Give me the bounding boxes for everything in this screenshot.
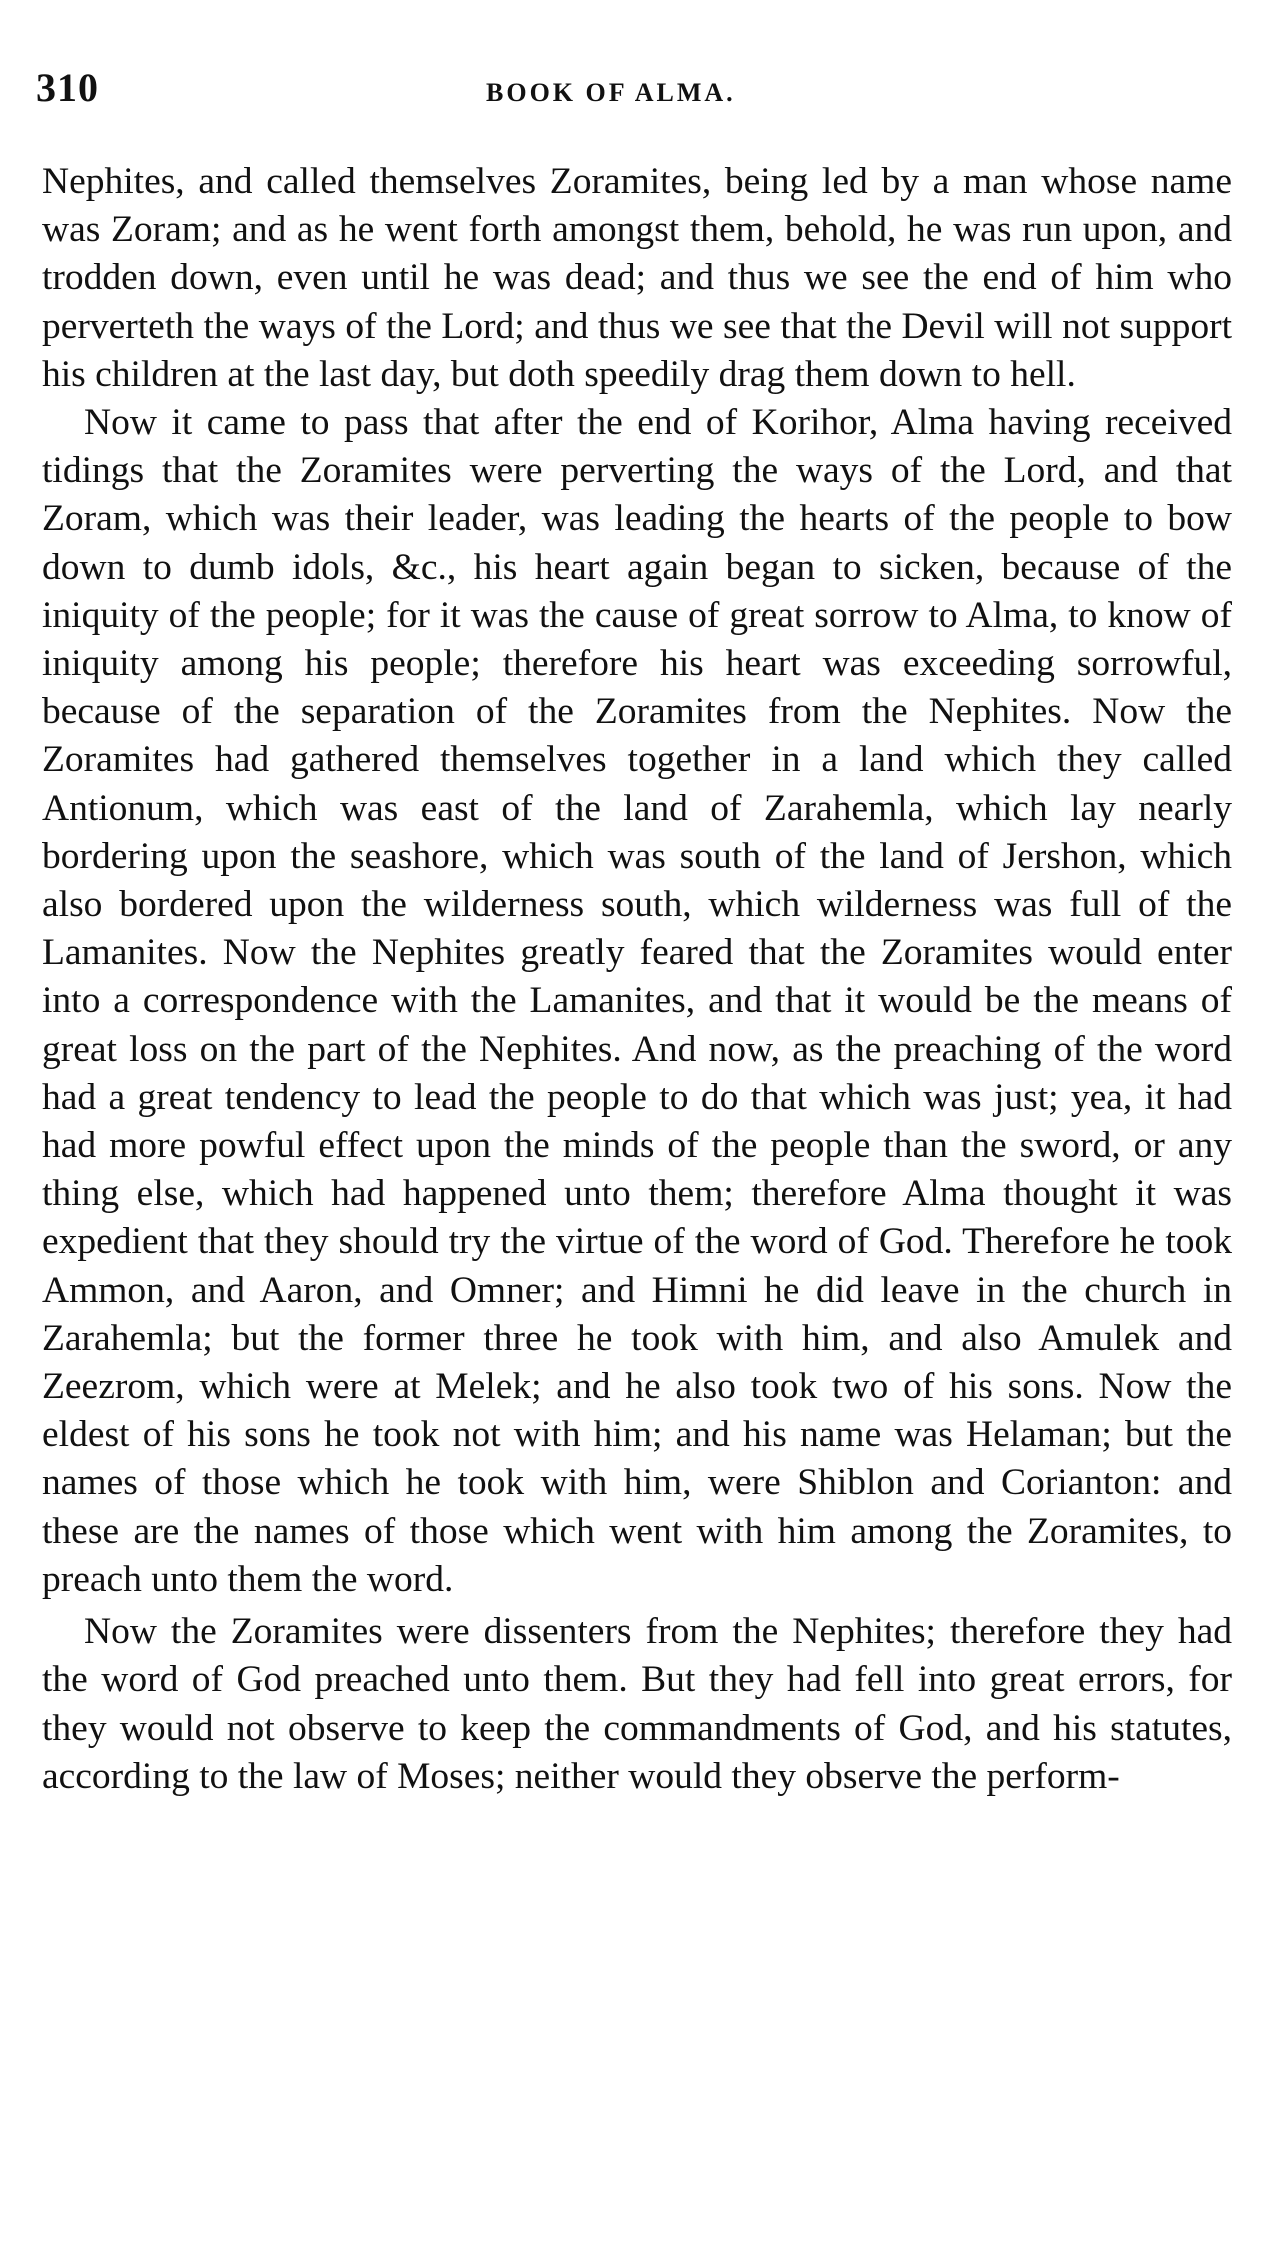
page-number: 310 <box>36 65 99 110</box>
page-header <box>36 64 1236 114</box>
running-head: BOOK OF ALMA. <box>486 78 736 107</box>
paragraph-korihor-end: Now it came to pass that after the end of Korihor, Alma having received tidings that the Zoramites were perverting the ways of the Lord, and that Zoram, which was their leader, was leading the hearts of the people to bow down to dumb idols, &c., his heart again began to sicken, because of the iniquity of the people; for it was the cause of great sorrow to Alma, to know of iniquity among his people; therefore his heart was exceeding sorrowful, because of the separation of the Zoramites from the Nephites. Now the Zoramites had gathered themselves together in a land which they called Antionum, which was east of the land of Zarahemla, which lay nearly bordering upon the seashore, which was south of the land of Jershon, which also bordered upon the wilderness south, which wilderness was full of the Lamanites. Now the Nephites greatly feared that the Zoramites would enter into a correspondence with the Lamanites, and that it would be the means of great loss on the part of the Nephites. And now, as the preaching of the word had a great tendency to lead the people to do that which was just; yea, it had had more powful effect upon the minds of the people than the sword, or any thing else, which had happened unto them; therefore Alma thought it was expedient that they should try the virtue of the word of God. Therefore he took Ammon, and Aaron, and Omner; and Himni he did leave in the church in Zarahemla; but the former three he took with him, and also Amulek and Zeezrom, which were at Melek; and he also took two of his sons. Now the eldest of his sons he took not with him; and his name was Helaman; but the names of those which he took with him, were Shiblon and Corianton: and these are the names of those which went with him among the Zoramites, to preach unto them the word. <box>42 402 1232 1600</box>
body-text <box>42 158 1232 1801</box>
paragraph-continuation: Nephites, and called themselves Zoramites, being led by a man whose name was Zoram; and as he went forth amongst them, behold, he was run upon, and trodden down, even until he was dead; and thus we see the end of him who perverteth the ways of the Lord; and thus we see that the Devil will not support his children at the last day, but doth speedily drag them down to hell. <box>42 161 1232 395</box>
paragraph-zoramites-dissenters: Now the Zoramites were dissenters from the Nephites; therefore they had the word of God preached unto them. But they had fell into great errors, for they would not observe to keep the commandments of God, and his statutes, according to the law of Moses; neither would they observe the perform- <box>42 1611 1232 1797</box>
